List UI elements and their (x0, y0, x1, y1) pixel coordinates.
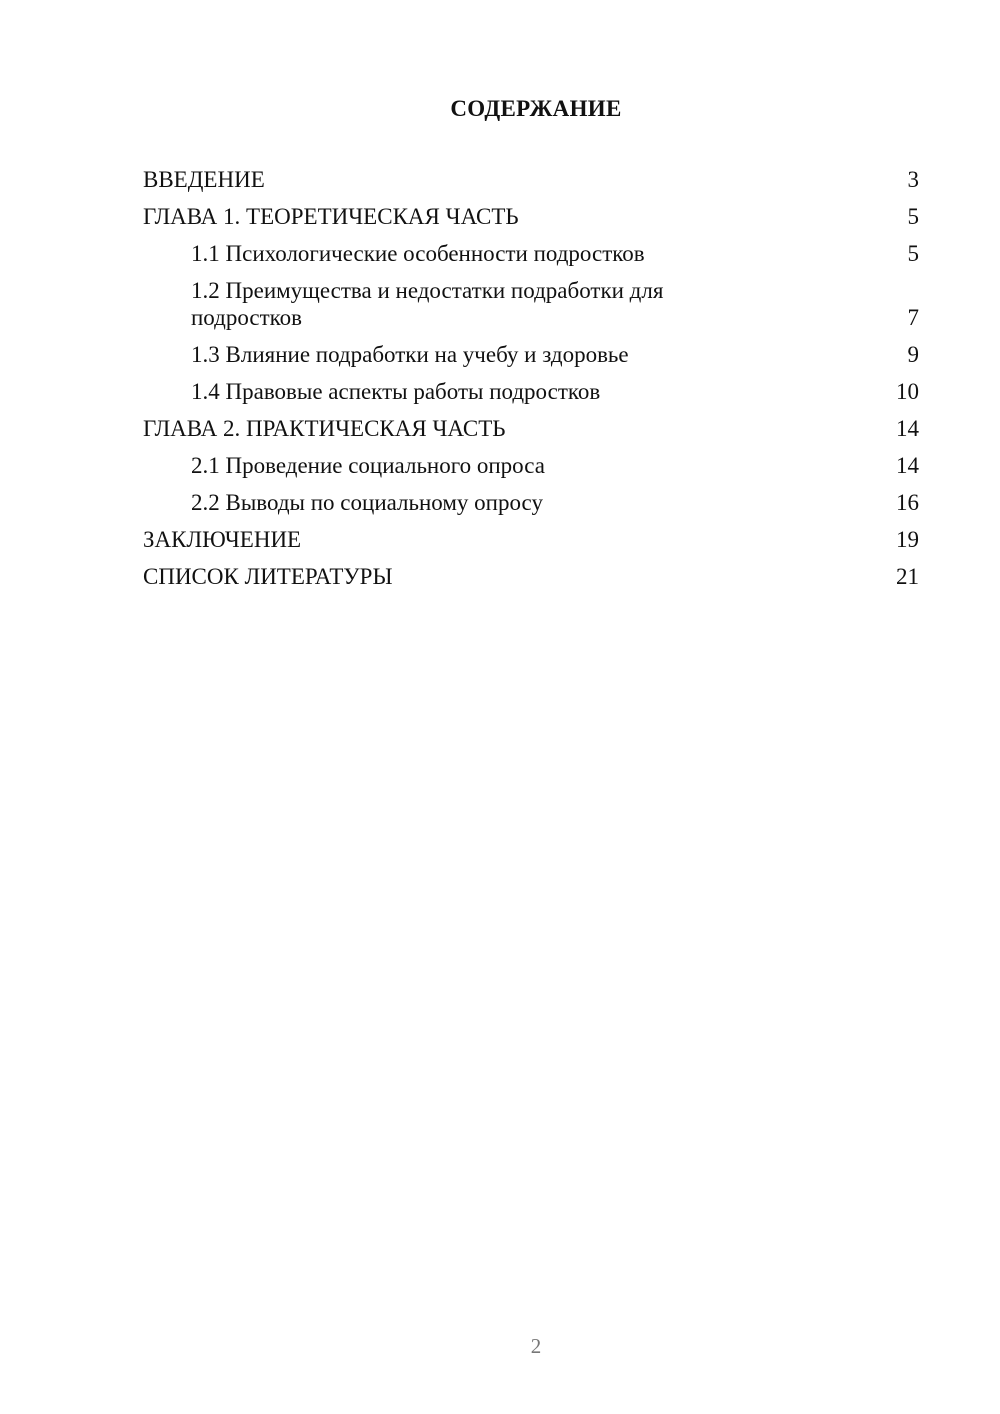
toc-entry-page: 10 (896, 379, 919, 404)
toc-subentry[interactable] (143, 489, 919, 516)
toc-entry[interactable] (143, 166, 919, 193)
toc-entry-page: 21 (896, 564, 919, 589)
toc-entry-page: 16 (896, 490, 919, 515)
toc-subentry[interactable] (143, 240, 919, 267)
toc-entry-page: 14 (896, 453, 919, 478)
toc-entry-label: ЗАКЛЮЧЕНИЕ (143, 527, 302, 552)
toc-entry-page: 5 (907, 204, 919, 229)
table-of-contents (143, 166, 919, 600)
toc-entry-label: 1.4 Правовые аспекты работы подростков (191, 379, 601, 404)
toc-entry[interactable] (143, 526, 919, 553)
toc-entry-label: ВВЕДЕНИЕ (143, 167, 265, 192)
toc-entry-label: ГЛАВА 2. ПРАКТИЧЕСКАЯ ЧАСТЬ (143, 416, 506, 441)
toc-entry-label: 2.1 Проведение социального опроса (191, 453, 545, 478)
toc-heading: СОДЕРЖАНИЕ (450, 96, 622, 121)
toc-entry-label: ГЛАВА 1. ТЕОРЕТИЧЕСКАЯ ЧАСТЬ (143, 204, 519, 229)
toc-entry[interactable] (143, 415, 919, 442)
toc-entry-page: 19 (896, 527, 919, 552)
toc-entry-page: 7 (907, 305, 919, 330)
toc-subentry[interactable] (143, 341, 919, 368)
toc-entry-label: 1.2 Преимущества и недостатки подработки для подростков (191, 278, 664, 330)
page-number: 2 (530, 1334, 542, 1358)
toc-entry-page: 14 (896, 416, 919, 441)
toc-subentry[interactable] (143, 452, 919, 479)
toc-subentry[interactable] (143, 378, 919, 405)
toc-entry-label: СПИСОК ЛИТЕРАТУРЫ (143, 564, 393, 589)
toc-entry-label: 1.3 Влияние подработки на учебу и здоровье (191, 342, 629, 367)
toc-entry-page: 3 (907, 167, 919, 192)
toc-entry[interactable] (143, 203, 919, 230)
toc-entry-page: 5 (907, 241, 919, 266)
toc-subentry[interactable] (143, 277, 919, 331)
toc-entry-page: 9 (907, 342, 919, 367)
toc-entry[interactable] (143, 563, 919, 590)
toc-entry-label: 2.2 Выводы по социальному опросу (191, 490, 543, 515)
toc-entry-label: 1.1 Психологические особенности подростков (191, 241, 645, 266)
